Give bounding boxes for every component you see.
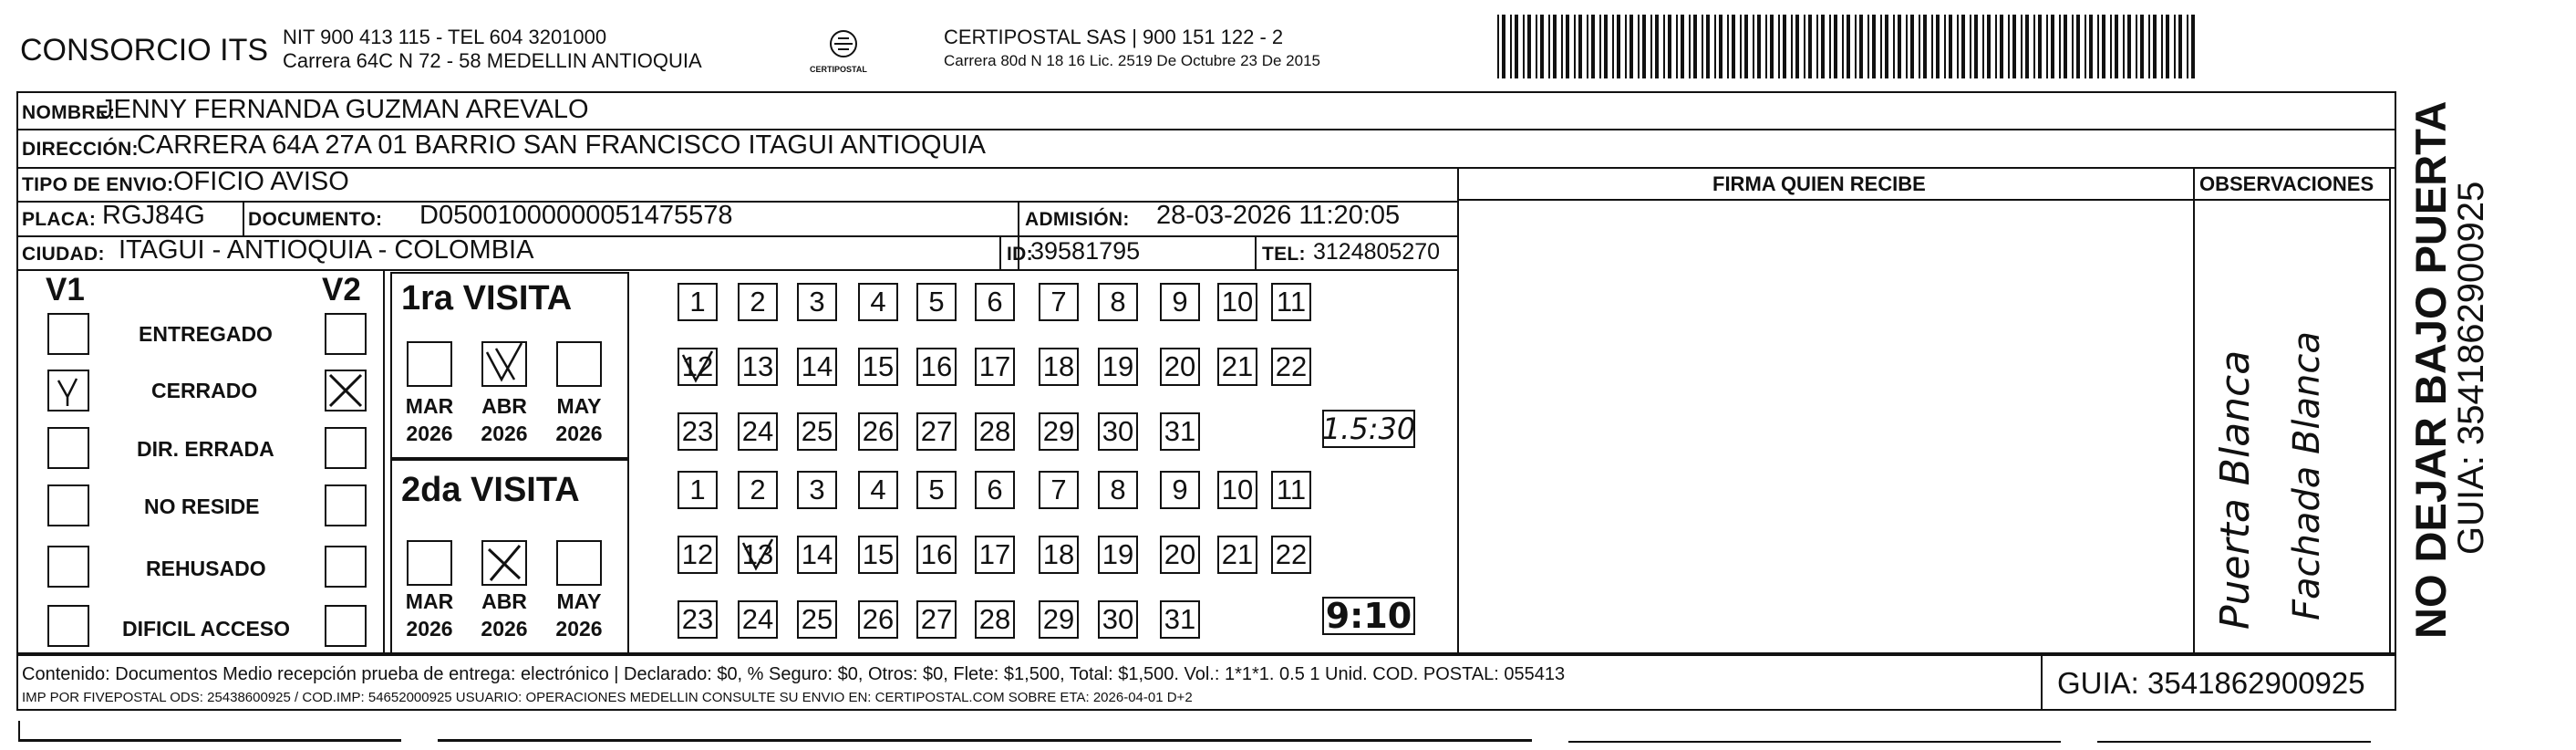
firma-header: FIRMA QUIEN RECIBE <box>1712 172 1926 195</box>
second-visit-day-12[interactable]: 12 <box>678 536 718 574</box>
second-visit-day-6[interactable]: 6 <box>975 471 1015 509</box>
admision-value: 28-03-2026 11:20:05 <box>1156 201 1401 230</box>
second-visit-label: 2da VISITA <box>401 471 580 509</box>
first-visit-day-5[interactable]: 5 <box>916 283 957 321</box>
first-visit-month-mar: MAR <box>405 394 454 418</box>
first-visit-day-28[interactable]: 28 <box>975 412 1015 451</box>
second-visit-abr-mark-icon <box>483 542 525 584</box>
id-value: 39581795 <box>1030 237 1141 265</box>
direccion-value: CARRERA 64A 27A 01 BARRIO SAN FRANCISCO ITAGUI ANTIOQUIA <box>137 130 986 160</box>
second-visit-day-22[interactable]: 22 <box>1271 536 1311 574</box>
first-visit-day-16[interactable]: 16 <box>916 348 957 386</box>
first-visit-day-24[interactable]: 24 <box>738 412 778 451</box>
second-visit-year-mar: 2026 <box>406 617 453 641</box>
postal-address: Carrera 80d N 18 16 Lic. 2519 De Octubre 23 De 2015 <box>944 52 1320 69</box>
second-visit-day-24[interactable]: 24 <box>738 600 778 639</box>
first-visit-day-31[interactable]: 31 <box>1160 412 1200 451</box>
logo-text: CERTIPOSTAL <box>810 65 867 74</box>
first-visit-day-3[interactable]: 3 <box>797 283 837 321</box>
first-visit-day-17[interactable]: 17 <box>975 348 1015 386</box>
second-visit-day-18[interactable]: 18 <box>1039 536 1079 574</box>
postal-company: CERTIPOSTAL SAS | 900 151 122 - 2 <box>944 26 1284 48</box>
first-visit-abr-mark-icon <box>483 343 525 385</box>
second-visit-day-2[interactable]: 2 <box>738 471 778 509</box>
status-no-reside: NO RESIDE <box>144 495 260 518</box>
first-visit-time[interactable]: 1.5:30 <box>1321 411 1416 446</box>
second-visit-day-9[interactable]: 9 <box>1160 471 1200 509</box>
direccion-label: DIRECCIÓN: <box>22 139 139 160</box>
first-visit-day-13[interactable]: 13 <box>738 348 778 386</box>
first-visit-may-checkbox[interactable] <box>556 341 602 387</box>
second-visit-day-8[interactable]: 8 <box>1098 471 1138 509</box>
first-visit-label: 1ra VISITA <box>401 279 573 318</box>
second-visit-year-may: 2026 <box>555 617 603 641</box>
v2-no-reside-checkbox[interactable] <box>325 484 367 526</box>
first-visit-day-6[interactable]: 6 <box>975 283 1015 321</box>
first-visit-day-18[interactable]: 18 <box>1039 348 1079 386</box>
first-visit-day-9[interactable]: 9 <box>1160 283 1200 321</box>
second-visit-day-16[interactable]: 16 <box>916 536 957 574</box>
second-visit-day-1[interactable]: 1 <box>678 471 718 509</box>
footer-contenido: Contenido: Documentos Medio recepción prueba de entrega: electrónico | Declarado: $0, % Seguro: $0, Otros: $0, Flete: $1,500, Total: $1,500. Vol.: 1*1*1. 0.5 1 Unid. COD. POSTAL: 055413 <box>22 664 1566 684</box>
v2-cerrado-checkbox[interactable] <box>325 370 367 411</box>
first-visit-day-23[interactable]: 23 <box>678 412 718 451</box>
status-dificil-acceso: DIFICIL ACCESO <box>122 617 291 641</box>
second-visit-day-21[interactable]: 21 <box>1217 536 1257 574</box>
tipo-envio-label: TIPO DE ENVIO: <box>22 174 174 195</box>
v1-dir-errada-checkbox[interactable] <box>47 427 89 469</box>
first-visit-day-12[interactable] <box>678 348 718 386</box>
second-visit-day-14[interactable]: 14 <box>797 536 837 574</box>
id-label: ID: <box>1007 244 1033 265</box>
v1-rehusado-checkbox[interactable] <box>47 546 89 588</box>
side-guia: GUIA: 3541862900925 <box>2451 181 2491 555</box>
second-visit-day-25[interactable]: 25 <box>797 600 837 639</box>
second-visit-year-abr: 2026 <box>481 617 528 641</box>
first-visit-day-14[interactable]: 14 <box>797 348 837 386</box>
second-visit-day-23[interactable]: 23 <box>678 600 718 639</box>
tel-label: TEL: <box>1262 244 1306 265</box>
first-visit-mar-checkbox[interactable] <box>407 341 452 387</box>
second-visit-day-28[interactable]: 28 <box>975 600 1015 639</box>
first-visit-day-11[interactable]: 11 <box>1271 283 1311 321</box>
second-visit-day-mark-icon <box>740 537 776 572</box>
placa-value: RGJ84G <box>102 201 205 230</box>
first-visit-day-1[interactable]: 1 <box>678 283 718 321</box>
second-visit-day-20[interactable]: 20 <box>1160 536 1200 574</box>
status-rehusado: REHUSADO <box>146 557 266 580</box>
v1-check-mark-icon <box>49 371 88 410</box>
company-name: CONSORCIO ITS <box>20 33 269 68</box>
first-visit-year-may: 2026 <box>555 422 603 445</box>
second-visit-day-4[interactable]: 4 <box>858 471 898 509</box>
tel-value: 3124805270 <box>1313 239 1441 265</box>
second-visit-day-13[interactable] <box>738 536 778 574</box>
second-visit-day-27[interactable]: 27 <box>916 600 957 639</box>
first-visit-day-8[interactable]: 8 <box>1098 283 1138 321</box>
first-visit-year-abr: 2026 <box>481 422 528 445</box>
first-visit-day-30[interactable]: 30 <box>1098 412 1138 451</box>
first-visit-month-abr: ABR <box>481 394 527 418</box>
status-entregado: ENTREGADO <box>139 322 273 346</box>
second-visit-day-5[interactable]: 5 <box>916 471 957 509</box>
second-visit-day-29[interactable]: 29 <box>1039 600 1079 639</box>
first-visit-day-mark-icon <box>679 349 716 384</box>
admision-label: ADMISIÓN: <box>1025 209 1130 230</box>
first-visit-day-22[interactable]: 22 <box>1271 348 1311 386</box>
ciudad-value: ITAGUI - ANTIOQUIA - COLOMBIA <box>119 235 534 265</box>
second-visit-day-17[interactable]: 17 <box>975 536 1015 574</box>
signature-area[interactable] <box>1459 201 2192 652</box>
ciudad-label: CIUDAD: <box>22 244 105 265</box>
barcode <box>1495 15 2198 78</box>
observation-handwriting-2: Fachada Blanca <box>2286 331 2328 620</box>
first-visit-abr-checkbox[interactable] <box>481 341 527 387</box>
side-warning: NO DEJAR BAJO PUERTA <box>2406 100 2455 639</box>
company-address: Carrera 64C N 72 - 58 MEDELLIN ANTIOQUIA <box>283 49 702 72</box>
second-visit-day-31[interactable]: 31 <box>1160 600 1200 639</box>
first-visit-day-7[interactable]: 7 <box>1039 283 1079 321</box>
v2-dir-errada-checkbox[interactable] <box>325 427 367 469</box>
first-visit-day-label: 12 <box>681 350 714 382</box>
first-visit-day-15[interactable]: 15 <box>858 348 898 386</box>
status-cerrado: CERRADO <box>151 379 258 402</box>
first-visit-month-may: MAY <box>556 394 602 418</box>
company-nit: NIT 900 413 115 - TEL 604 3201000 <box>283 26 607 48</box>
second-visit-month-abr: ABR <box>481 589 527 613</box>
second-visit-day-11[interactable]: 11 <box>1271 471 1311 509</box>
v2-rehusado-checkbox[interactable] <box>325 546 367 588</box>
first-visit-day-21[interactable]: 21 <box>1217 348 1257 386</box>
second-visit-time[interactable]: 9:10 <box>1322 597 1415 635</box>
second-visit-day-26[interactable]: 26 <box>858 600 898 639</box>
v1-entregado-checkbox[interactable] <box>47 313 89 355</box>
first-visit-day-20[interactable]: 20 <box>1160 348 1200 386</box>
second-visit-day-3[interactable]: 3 <box>797 471 837 509</box>
second-visit-mar-checkbox[interactable] <box>407 540 452 586</box>
second-visit-may-checkbox[interactable] <box>556 540 602 586</box>
observaciones-header: OBSERVACIONES <box>2199 172 2374 195</box>
first-visit-day-4[interactable]: 4 <box>858 283 898 321</box>
documento-label: DOCUMENTO: <box>248 209 383 230</box>
v2-x-mark-icon <box>326 371 365 410</box>
second-visit-month-may: MAY <box>556 589 602 613</box>
first-visit-day-29[interactable]: 29 <box>1039 412 1079 451</box>
second-visit-day-15[interactable]: 15 <box>858 536 898 574</box>
second-visit-month-mar: MAR <box>405 589 454 613</box>
tipo-envio-value: OFICIO AVISO <box>173 167 349 196</box>
v2-entregado-checkbox[interactable] <box>325 313 367 355</box>
second-visit-day-10[interactable]: 10 <box>1217 471 1257 509</box>
second-visit-day-label: 13 <box>741 538 774 570</box>
v2-header: V2 <box>322 272 361 307</box>
v1-dificil-acceso-checkbox[interactable] <box>47 605 89 647</box>
documento-value: D05001000000051475578 <box>419 201 733 230</box>
barcode-icon <box>1495 15 2198 78</box>
v1-cerrado-checkbox[interactable] <box>47 370 89 411</box>
placa-label: PLACA: <box>22 209 97 230</box>
first-visit-day-10[interactable]: 10 <box>1217 283 1257 321</box>
footer-imp: IMP POR FIVEPOSTAL ODS: 25438600925 / COD.IMP: 54652000925 USUARIO: OPERACIONES MEDELLIN CONSULTE SU ENVIO EN: CERTIPOSTAL.COM SOBRE ETA: 2026-04-01 D+2 <box>22 690 1193 705</box>
second-visit-abr-checkbox[interactable] <box>481 540 527 586</box>
status-dir-errada: DIR. ERRADA <box>137 437 274 461</box>
first-visit-day-19[interactable]: 19 <box>1098 348 1138 386</box>
nombre-label: NOMBRE: <box>22 102 116 123</box>
v1-no-reside-checkbox[interactable] <box>47 484 89 526</box>
second-visit-day-7[interactable]: 7 <box>1039 471 1079 509</box>
first-visit-day-27[interactable]: 27 <box>916 412 957 451</box>
footer-guia: GUIA: 3541862900925 <box>2057 666 2365 700</box>
second-visit-day-19[interactable]: 19 <box>1098 536 1138 574</box>
first-visit-day-25[interactable]: 25 <box>797 412 837 451</box>
nombre-value: JENNY FERNANDA GUZMAN AREVALO <box>100 95 589 124</box>
observation-handwriting-1: Puerta Blanca <box>2212 349 2259 630</box>
first-visit-day-26[interactable]: 26 <box>858 412 898 451</box>
first-visit-day-2[interactable]: 2 <box>738 283 778 321</box>
second-visit-day-30[interactable]: 30 <box>1098 600 1138 639</box>
v2-dificil-acceso-checkbox[interactable] <box>325 605 367 647</box>
first-visit-year-mar: 2026 <box>406 422 453 445</box>
v1-header: V1 <box>46 272 85 307</box>
